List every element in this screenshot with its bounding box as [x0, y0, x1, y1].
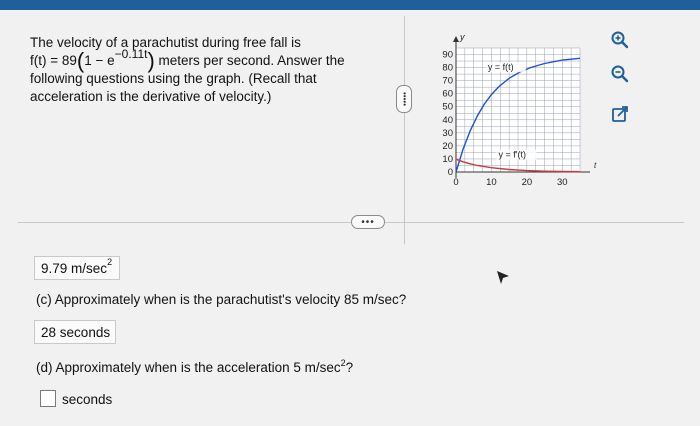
- y-tick-label: 40: [442, 114, 453, 126]
- formula-lhs: f(t) = 89: [30, 53, 77, 68]
- y-tick-label: 90: [442, 49, 453, 61]
- x-tick-label: 30: [556, 177, 568, 188]
- expand-section-handle[interactable]: •••: [351, 215, 385, 229]
- y-tick-label: 70: [442, 75, 453, 87]
- velocity-graph[interactable]: [420, 28, 600, 190]
- zoom-in-icon[interactable]: [609, 29, 631, 51]
- answer-b-box: [34, 256, 120, 280]
- vertical-divider: [404, 16, 405, 244]
- answer-d-unit: seconds: [62, 392, 113, 407]
- y-tick-label: 50: [442, 101, 453, 113]
- answer-b-unit-exp: 2: [107, 257, 113, 267]
- series-label: y = f(t): [487, 62, 514, 73]
- formula-inner: 1 − e: [84, 53, 115, 68]
- formula-exponent: −0.11t: [114, 47, 148, 61]
- formula-rest: meters per second. Answer the: [158, 53, 345, 68]
- x-axis-label: t: [594, 161, 597, 170]
- zoom-out-icon[interactable]: [609, 63, 631, 85]
- top-bar: [0, 0, 700, 10]
- answer-c-unit: seconds: [59, 324, 111, 340]
- x-tick-label: 20: [521, 177, 533, 188]
- series-label: y = f′(t): [498, 149, 526, 160]
- y-tick-label: 0: [447, 167, 453, 178]
- answer-b-unit: m/sec: [71, 260, 108, 276]
- velocity-formula: f(t) = 89(1 − e−0.11t) meters per second. Answer the: [30, 47, 345, 73]
- y-tick-label: 60: [442, 88, 453, 100]
- problem-statement: [30, 34, 380, 106]
- y-tick-label: 30: [442, 127, 453, 139]
- problem-line-1: The velocity of a parachutist during free fall is: [30, 35, 301, 50]
- collapse-panel-handle[interactable]: •••••: [396, 85, 412, 113]
- y-axis-label: y: [460, 32, 465, 42]
- y-axis-arrow: [453, 36, 459, 42]
- problem-line-3: following questions using the graph. (Recall that: [30, 71, 317, 86]
- y-tick-label: 20: [442, 140, 453, 152]
- y-tick-label: 80: [442, 62, 453, 74]
- x-tick-label: 0: [453, 177, 459, 188]
- answer-b-value: 9.79: [41, 260, 68, 276]
- open-external-icon[interactable]: [609, 103, 631, 125]
- x-tick-label: 10: [486, 177, 497, 188]
- y-tick-label: 10: [442, 153, 453, 165]
- answer-c-box: [34, 320, 116, 344]
- question-c: (c) Approximately when is the parachutist's velocity 85 m/sec?: [36, 292, 407, 307]
- mouse-cursor-icon: [496, 270, 510, 286]
- question-d: (d) Approximately when is the acceleration 5 $m/\sec^2$?: [36, 358, 354, 375]
- answer-c-value: 28: [41, 324, 57, 340]
- answer-d-input[interactable]: [40, 390, 56, 407]
- problem-line-4: acceleration is the derivative of velocity.): [30, 89, 272, 104]
